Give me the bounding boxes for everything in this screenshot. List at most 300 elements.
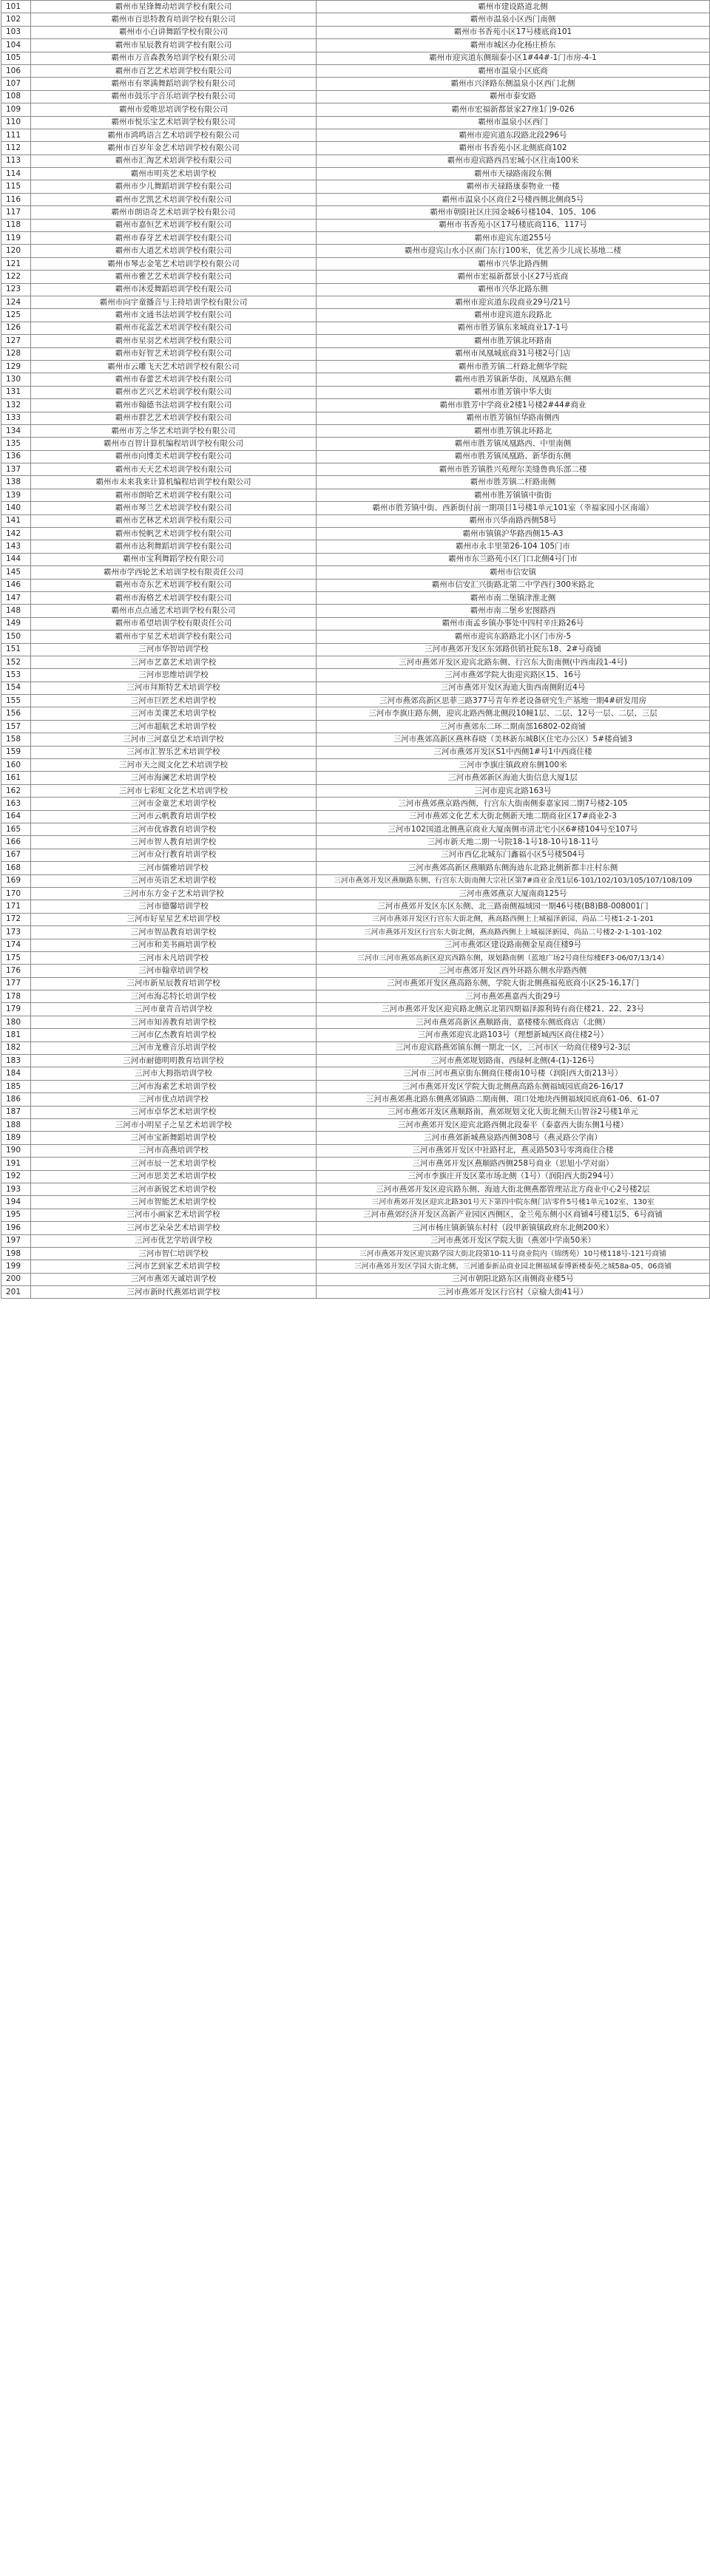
table-row: [1, 1, 710, 13]
school-name-cell: 三河市小画家艺术培训学校: [31, 1209, 317, 1221]
table-row: [1, 168, 710, 180]
table-row: [1, 90, 710, 103]
school-address-cell: 霸州市胜芳镇东来城商业17-1号: [317, 322, 710, 334]
table-row: [1, 669, 710, 682]
table-row: [1, 951, 710, 964]
row-number-cell: 176: [1, 965, 31, 977]
table-row: [1, 13, 710, 26]
table-row: [1, 810, 710, 823]
table-row: [1, 206, 710, 219]
school-address-cell: 霸州市迎宾东路路北小区门市房-5: [317, 631, 710, 643]
table-row: [1, 245, 710, 257]
school-address-cell: 三河市燕郊区建设路南侧金星商住楼9号: [317, 939, 710, 951]
school-address-cell: 霸州市迎宾道东段商业29号/21号: [317, 296, 710, 308]
table-row: [1, 1247, 710, 1260]
school-address-cell: 霸州市胜芳镇胜兴苑理尔美缝鲁典乐部二楼: [317, 463, 710, 476]
row-number-cell: 196: [1, 1222, 31, 1234]
row-number-cell: 175: [1, 951, 31, 964]
row-number-cell: 120: [1, 245, 31, 257]
row-number-cell: 170: [1, 887, 31, 900]
school-name-cell: 三河市高燕培训学校: [31, 1144, 317, 1157]
school-address-cell: 三河市燕郊开发区行宫东大街北侧，燕高路西侧上上城福泽新园、尚品二号楼1-2-1-201: [317, 913, 710, 925]
table-row: [1, 1234, 710, 1247]
school-name-cell: 霸州市文通书法培训学校有限公司: [31, 309, 317, 322]
table-row: [1, 232, 710, 245]
table-row: [1, 78, 710, 90]
row-number-cell: 183: [1, 1055, 31, 1067]
row-number-cell: 173: [1, 926, 31, 939]
school-name-cell: 三河市翰章培训学校: [31, 965, 317, 977]
table-row: [1, 798, 710, 810]
row-number-cell: 161: [1, 772, 31, 784]
school-address-cell: 三河市三河市燕郊高新区迎宾西路东侧，规划路南侧（蓝地广场2号商住综楼EF3-06/07/13/14）: [317, 951, 710, 964]
row-number-cell: 143: [1, 540, 31, 553]
row-number-cell: 160: [1, 759, 31, 772]
table-row: [1, 373, 710, 386]
school-name-cell: 三河市大拇指培训学校: [31, 1067, 317, 1080]
school-name-cell: 三河市知善教育培训学校: [31, 1016, 317, 1028]
school-name-cell: 霸州市云雕飞天艺术培训学校有限公司: [31, 360, 317, 373]
school-address-cell: 霸州市南孟乡镇办事处中四村辛庄路26号: [317, 617, 710, 630]
table-row: [1, 849, 710, 861]
table-row: [1, 489, 710, 501]
school-name-cell: 三河市新时代燕郊培训学校: [31, 1286, 317, 1299]
school-name-cell: 三河市七彩虹文化艺术培训学校: [31, 784, 317, 797]
table-row: [1, 977, 710, 990]
row-number-cell: 199: [1, 1260, 31, 1273]
school-address-cell: 三河市燕郊开发区燕高路东侧，学院大街北侧燕福苑底商小区25-16,17门: [317, 977, 710, 990]
table-row: [1, 347, 710, 360]
school-name-cell: 霸州市艺兴艺术培训学校有限公司: [31, 386, 317, 398]
school-name-cell: 霸州市奇东艺术培训学校有限公司: [31, 579, 317, 591]
school-name-cell: 霸州市琴志金笔艺术培训学校有限公司: [31, 257, 317, 270]
table-row: [1, 1041, 710, 1054]
school-name-cell: 三河市云帆教育培训学校: [31, 810, 317, 823]
table-row: [1, 283, 710, 296]
school-name-cell: 三河市智品教育培训学校: [31, 926, 317, 939]
row-number-cell: 177: [1, 977, 31, 990]
school-name-cell: 霸州市向宇童播音与主持培训学校有限公司: [31, 296, 317, 308]
row-number-cell: 198: [1, 1247, 31, 1260]
school-name-cell: 霸州市鼓乐宇音乐培训学校有限公司: [31, 90, 317, 103]
school-name-cell: 三河市海芯特长培训学校: [31, 990, 317, 1003]
table-row: [1, 939, 710, 951]
school-address-cell: 三河市燕郊开发区迎宾北路东侧、行宫东大街南侧(中西南段1-4号): [317, 656, 710, 668]
table-row: [1, 271, 710, 283]
table-row: [1, 720, 710, 733]
school-address-cell: 霸州市兴泽路东侧温泉小区西门北侧: [317, 78, 710, 90]
school-address-cell: 三河市燕郊燕北路东侧燕郊镇路二期南侧、项口处地块西侧福域园底商61-06、61-07: [317, 1093, 710, 1106]
table-row: [1, 887, 710, 900]
school-address-cell: 霸州市朝阳社区庄园金城6号楼104、105、106: [317, 206, 710, 219]
school-name-cell: 三河市海素艺术培训学校: [31, 1080, 317, 1092]
school-address-cell: 三河市燕郊开发区学院大街北侧燕高路东侧福域园底商26-16/17: [317, 1080, 710, 1092]
school-address-cell: 三河市燕郊文化艺术大街北侧新天地二期商业区17#商业2-3: [317, 810, 710, 823]
school-address-cell: 三河市燕郊高新区思菲三路377号青年养老设备研究生产基地一期4#研发用房: [317, 695, 710, 707]
table-row: [1, 154, 710, 167]
table-row: [1, 1093, 710, 1106]
training-schools-table: [1, 0, 710, 1299]
row-number-cell: 129: [1, 360, 31, 373]
table-row: [1, 1196, 710, 1209]
table-row: [1, 219, 710, 231]
school-address-cell: 三河市燕郊开发区西外环路东侧水岸路西侧: [317, 965, 710, 977]
school-address-cell: 三河市新天地二期一号院18-1号18-10号18-11号: [317, 836, 710, 849]
school-address-cell: 三河市燕郊经济开发区高新产业园区西侧区，金兰苑东侧小区商铺4号楼1层5、6号商铺: [317, 1209, 710, 1221]
table-row: [1, 360, 710, 373]
row-number-cell: 140: [1, 502, 31, 514]
school-name-cell: 三河市华智培训学校: [31, 643, 317, 656]
table-row: [1, 412, 710, 424]
row-number-cell: 159: [1, 746, 31, 758]
table-row: [1, 707, 710, 720]
school-name-cell: 霸州市艺凯艺术培训学校有限公司: [31, 193, 317, 205]
table-row: [1, 1209, 710, 1221]
school-name-cell: 霸州市百智计算机编程培训学校有限公司: [31, 438, 317, 450]
school-name-cell: 霸州市春芽艺术培训学校有限公司: [31, 232, 317, 245]
school-name-cell: 霸州市朗语奇艺术培训学校有限公司: [31, 206, 317, 219]
row-number-cell: 131: [1, 386, 31, 398]
table-row: [1, 746, 710, 758]
school-address-cell: 三河市燕郊开发区行宫东大街北侧，燕高路西侧上上城福泽新园、尚品二号楼2-2-1-101-102: [317, 926, 710, 939]
school-address-cell: 霸州市胜芳镇中街、西新街付前一期项目1号楼1单元101室（幸福家园小区南端）: [317, 502, 710, 514]
table-row: [1, 553, 710, 565]
school-name-cell: 三河市金童艺术培训学校: [31, 798, 317, 810]
table-body: [1, 1, 710, 1299]
school-address-cell: 三河市燕郊燕嘉西大街29号: [317, 990, 710, 1003]
row-number-cell: 154: [1, 682, 31, 694]
table-row: [1, 605, 710, 617]
table-row: [1, 193, 710, 205]
row-number-cell: 172: [1, 913, 31, 925]
row-number-cell: 163: [1, 798, 31, 810]
school-name-cell: 霸州市小白讲舞蹈学校有限公司: [31, 26, 317, 38]
school-name-cell: 霸州市嘉恒艺术培训学校有限公司: [31, 219, 317, 231]
row-number-cell: 169: [1, 874, 31, 887]
school-name-cell: 霸州市春蕾艺术培训学校有限公司: [31, 373, 317, 386]
row-number-cell: 185: [1, 1080, 31, 1092]
row-number-cell: 166: [1, 836, 31, 849]
table-row: [1, 322, 710, 334]
row-number-cell: 142: [1, 528, 31, 540]
school-name-cell: 霸州市点点通艺术培训学校有限公司: [31, 605, 317, 617]
school-name-cell: 霸州市少儿舞蹈培训学校有限公司: [31, 180, 317, 193]
row-number-cell: 200: [1, 1273, 31, 1285]
table-row: [1, 528, 710, 540]
table-row: [1, 1003, 710, 1016]
table-row: [1, 450, 710, 463]
row-number-cell: 108: [1, 90, 31, 103]
row-number-cell: 184: [1, 1067, 31, 1080]
school-name-cell: 三河市辰一艺术培训学校: [31, 1158, 317, 1170]
table-row: [1, 1222, 710, 1234]
school-name-cell: 三河市超航艺术培训学校: [31, 720, 317, 733]
row-number-cell: 145: [1, 566, 31, 579]
row-number-cell: 146: [1, 579, 31, 591]
school-address-cell: 霸州市南二堡乡宏图路西: [317, 605, 710, 617]
school-address-cell: 霸州市镇镇沪华路西侧15-A3: [317, 528, 710, 540]
row-number-cell: 115: [1, 180, 31, 193]
school-name-cell: 三河市卓华艺术培训学校: [31, 1106, 317, 1118]
row-number-cell: 174: [1, 939, 31, 951]
row-number-cell: 182: [1, 1041, 31, 1054]
school-address-cell: 霸州市胜芳镇北环路北: [317, 424, 710, 437]
school-name-cell: 霸州市百艺艺术培训学校有限公司: [31, 64, 317, 77]
school-address-cell: 霸州市迎宾道东侧瑞泰小区1#44#-1门市房-4-1: [317, 52, 710, 64]
school-address-cell: 三河市李旗庄路东侧，迎宾北路西侧北侧段10幢1层、二层、12号一层、二层、三层: [317, 707, 710, 720]
school-address-cell: 三河市燕郊开发区燕顺路西侧258号商业（思旭小学对面）: [317, 1158, 710, 1170]
school-address-cell: 霸州市城区办化杨庄桥东: [317, 39, 710, 52]
row-number-cell: 149: [1, 617, 31, 630]
row-number-cell: 107: [1, 78, 31, 90]
school-address-cell: 霸州市温泉小区商住2号楼西侧北侧商5号: [317, 193, 710, 205]
row-number-cell: 192: [1, 1170, 31, 1183]
school-name-cell: 霸州市百思特教育培训学校有限公司: [31, 13, 317, 26]
school-address-cell: 三河市燕郊燕京路西侧，行宫东大街南侧泰嘉家园二期7号楼2-105: [317, 798, 710, 810]
school-name-cell: 三河市三河嘉皇艺术培训学校: [31, 733, 317, 746]
school-address-cell: 三河市燕郊高新区燕顺路南，嘉楼楼东侧底商店（北侧）: [317, 1016, 710, 1028]
row-number-cell: 191: [1, 1158, 31, 1170]
table-row: [1, 617, 710, 630]
table-row: [1, 309, 710, 322]
school-name-cell: 三河市小明星子之星艺术培训学校: [31, 1118, 317, 1131]
school-name-cell: 三河市艺朵朵艺术培训学校: [31, 1222, 317, 1234]
row-number-cell: 180: [1, 1016, 31, 1028]
row-number-cell: 181: [1, 1029, 31, 1041]
school-address-cell: 三河市燕郊燕京大厦南商125号: [317, 887, 710, 900]
school-name-cell: 三河市优艺学培训学校: [31, 1234, 317, 1247]
row-number-cell: 132: [1, 399, 31, 412]
table-row: [1, 591, 710, 604]
school-address-cell: 三河市燕郊开发区行宫村（京榆大街41号）: [317, 1286, 710, 1299]
school-name-cell: 三河市美课艺术培训学校: [31, 707, 317, 720]
row-number-cell: 157: [1, 720, 31, 733]
table-row: [1, 386, 710, 398]
school-address-cell: 三河市燕郊开发区迎宾北路西侧北段泰平（泰嘉西大街东侧1号楼）: [317, 1118, 710, 1131]
school-name-cell: 三河市智仁培训学校: [31, 1247, 317, 1260]
school-address-cell: 霸州市胜芳镇中华大街: [317, 386, 710, 398]
school-address-cell: 三河市燕郊高新区燕林春晓（美林新东城B区住宅办公区）5#楼商铺3: [317, 733, 710, 746]
table-row: [1, 823, 710, 836]
school-name-cell: 三河市儒雅培训学校: [31, 862, 317, 874]
table-row: [1, 502, 710, 514]
row-number-cell: 119: [1, 232, 31, 245]
row-number-cell: 187: [1, 1106, 31, 1118]
school-address-cell: 三河市李旗庄开发区菜市场北侧（1号）（润阳西大街294号）: [317, 1170, 710, 1183]
school-address-cell: 三河市燕郊开发区学园大街北侧、三河通泰新品商业园北侧福域泰博新楼泰苑之城58a-05、06商铺: [317, 1260, 710, 1273]
school-name-cell: 三河市童青音培训学校: [31, 1003, 317, 1016]
school-address-cell: 霸州市胜芳镇凤凰路西、中里南侧: [317, 438, 710, 450]
table-row: [1, 463, 710, 476]
school-address-cell: 霸州市胜芳镇凤凰路、新华街东侧: [317, 450, 710, 463]
school-name-cell: 三河市汇智乐艺术培训学校: [31, 746, 317, 758]
table-row: [1, 631, 710, 643]
row-number-cell: 158: [1, 733, 31, 746]
row-number-cell: 189: [1, 1132, 31, 1144]
school-address-cell: 三河市燕郊迎宾北路103号（理想新城西区商住楼2号）: [317, 1029, 710, 1041]
school-name-cell: 霸州市芳之华艺术培训学校有限公司: [31, 424, 317, 437]
school-name-cell: 三河市好星星艺术培训学校: [31, 913, 317, 925]
row-number-cell: 136: [1, 450, 31, 463]
school-name-cell: 霸州市雅艺艺术培训学校有限公司: [31, 271, 317, 283]
row-number-cell: 106: [1, 64, 31, 77]
school-address-cell: 三河市燕郊开发区迎宾北路301号天下第四中院东侧门店零件5号楼1单元102室、130室: [317, 1196, 710, 1209]
school-name-cell: 霸州市鸿鸣语言艺术培训学校有限公司: [31, 129, 317, 141]
row-number-cell: 171: [1, 900, 31, 913]
school-name-cell: 三河市艺到家艺术培训学校: [31, 1260, 317, 1273]
row-number-cell: 127: [1, 335, 31, 347]
table-row: [1, 1118, 710, 1131]
school-address-cell: 霸州市兴华北路东侧: [317, 283, 710, 296]
school-name-cell: 三河市燕郊天诚培训学校: [31, 1273, 317, 1285]
table-row: [1, 142, 710, 154]
school-address-cell: 霸州市胜芳镇二杆路南侧: [317, 476, 710, 489]
school-name-cell: 三河市宝新舞蹈培训学校: [31, 1132, 317, 1144]
school-name-cell: 三河市众行教育培训学校: [31, 849, 317, 861]
school-name-cell: 霸州市宝利舞蹈学校有限公司: [31, 553, 317, 565]
school-name-cell: 三河市新锐艺术培训学校: [31, 1183, 317, 1195]
table-row: [1, 990, 710, 1003]
school-address-cell: 三河市燕郊开发区迎宾路北侧京北第四期福泽源利铸有商住楼21、22、23号: [317, 1003, 710, 1016]
school-name-cell: 三河市东方金子艺术培训学校: [31, 887, 317, 900]
school-address-cell: 霸州市迎宾山水小区南门东行100米，优艺善少儿成长基地二楼: [317, 245, 710, 257]
school-address-cell: 霸州市南二堡镇津淮北侧: [317, 591, 710, 604]
table-row: [1, 566, 710, 579]
school-address-cell: 霸州市永丰里第26-104 105门市: [317, 540, 710, 553]
school-name-cell: 三河市拜斯特艺术培训学校: [31, 682, 317, 694]
school-address-cell: 霸州市书香苑小区17号楼底商116、117号: [317, 219, 710, 231]
row-number-cell: 168: [1, 862, 31, 874]
school-address-cell: 霸州市兴华北路西侧: [317, 257, 710, 270]
table-row: [1, 1286, 710, 1299]
row-number-cell: 141: [1, 514, 31, 527]
school-address-cell: 三河市燕郊开发区海迪大街西南侧附近4号: [317, 682, 710, 694]
row-number-cell: 137: [1, 463, 31, 476]
school-name-cell: 三河市思维培训学校: [31, 669, 317, 682]
school-name-cell: 三河市和美书画培训学校: [31, 939, 317, 951]
row-number-cell: 103: [1, 26, 31, 38]
school-name-cell: 三河市海澜艺术培训学校: [31, 772, 317, 784]
school-name-cell: 三河市亿杰教育培训学校: [31, 1029, 317, 1041]
table-row: [1, 900, 710, 913]
table-row: [1, 257, 710, 270]
school-address-cell: 三河市西亿北城东门鑫福小区5号楼504号: [317, 849, 710, 861]
row-number-cell: 151: [1, 643, 31, 656]
school-name-cell: 霸州市未来我来计算机编程培训学校有限公司: [31, 476, 317, 489]
school-address-cell: 霸州市天禄路康泰物业一楼: [317, 180, 710, 193]
table-row: [1, 39, 710, 52]
school-name-cell: 霸州市明英艺术培训学校: [31, 168, 317, 180]
school-address-cell: 三河市朝阳北路东区南侧商业楼5号: [317, 1273, 710, 1285]
row-number-cell: 118: [1, 219, 31, 231]
table-row: [1, 926, 710, 939]
school-name-cell: 霸州市汇淘艺术培训学校有限公司: [31, 154, 317, 167]
row-number-cell: 135: [1, 438, 31, 450]
school-address-cell: 三河市燕郊高新区燕顺路东侧海迪东北路北侧新都丰庄村东侧: [317, 862, 710, 874]
school-address-cell: 三河市燕郊开发区S1中西侧1#号1中西商住楼: [317, 746, 710, 758]
table-row: [1, 965, 710, 977]
school-address-cell: 霸州市泰安路: [317, 90, 710, 103]
row-number-cell: 121: [1, 257, 31, 270]
row-number-cell: 123: [1, 283, 31, 296]
school-address-cell: 霸州市温泉小区西门南侧: [317, 13, 710, 26]
row-number-cell: 116: [1, 193, 31, 205]
school-name-cell: 霸州市好智艺术培训学校有限公司: [31, 347, 317, 360]
row-number-cell: 148: [1, 605, 31, 617]
school-address-cell: 三河市燕郊开发区东区东侧、北三路南侧福域园一期46号楼(B8)B8-008001门: [317, 900, 710, 913]
school-name-cell: 霸州市百岁年金艺术培训学校有限公司: [31, 142, 317, 154]
school-name-cell: 霸州市艺林艺术培训学校有限公司: [31, 514, 317, 527]
table-row: [1, 103, 710, 116]
row-number-cell: 102: [1, 13, 31, 26]
table-row: [1, 695, 710, 707]
school-name-cell: 霸州市爱唯思培训学校有限公司: [31, 103, 317, 116]
row-number-cell: 162: [1, 784, 31, 797]
table-row: [1, 759, 710, 772]
row-number-cell: 111: [1, 129, 31, 141]
row-number-cell: 195: [1, 1209, 31, 1221]
school-name-cell: 三河市思美艺术培训学校: [31, 1170, 317, 1183]
school-name-cell: 三河市艺嘉艺术培训学校: [31, 656, 317, 668]
school-address-cell: 三河市燕郊开发区中社路村北，燕灵路503号零湾商住合楼: [317, 1144, 710, 1157]
row-number-cell: 126: [1, 322, 31, 334]
table-row: [1, 862, 710, 874]
table-row: [1, 438, 710, 450]
table-row: [1, 1080, 710, 1092]
school-name-cell: 霸州市向博美术培训学校有限公司: [31, 450, 317, 463]
row-number-cell: 150: [1, 631, 31, 643]
school-address-cell: 三河市迎宾路燕郊镇东侧一期北一区，三河市区一幼商住楼9号2-3层: [317, 1041, 710, 1054]
row-number-cell: 153: [1, 669, 31, 682]
school-address-cell: 霸州市宏福新都景家27座1门9-026: [317, 103, 710, 116]
school-address-cell: 霸州市迎宾路西昌宏城小区往南100米: [317, 154, 710, 167]
school-address-cell: 霸州市信安汇兴街路北第二中学西行300米路北: [317, 579, 710, 591]
row-number-cell: 197: [1, 1234, 31, 1247]
school-name-cell: 三河市英语艺术培训学校: [31, 874, 317, 887]
row-number-cell: 167: [1, 849, 31, 861]
table-row: [1, 540, 710, 553]
school-address-cell: 三河市燕郊开发区东郊路供销社院东18、2#号商铺: [317, 643, 710, 656]
school-name-cell: 霸州市希望培训学校有限责任公司: [31, 617, 317, 630]
school-address-cell: 霸州市温泉小区西门: [317, 116, 710, 129]
row-number-cell: 113: [1, 154, 31, 167]
school-name-cell: 霸州市琴兰艺术培训学校有限公司: [31, 502, 317, 514]
school-name-cell: 霸州市翰德书法培训学校有限公司: [31, 399, 317, 412]
table-row: [1, 772, 710, 784]
row-number-cell: 201: [1, 1286, 31, 1299]
row-number-cell: 152: [1, 656, 31, 668]
school-name-cell: 霸州市星羽艺术培训学校有限公司: [31, 335, 317, 347]
table-row: [1, 1183, 710, 1195]
school-address-cell: 三河市燕郊开发区学院大街（燕郊中学南50米）: [317, 1234, 710, 1247]
school-address-cell: 霸州市胜芳镇恒华路南侧西: [317, 412, 710, 424]
school-name-cell: 霸州市宇星艺术培训学校有限公司: [31, 631, 317, 643]
school-name-cell: 三河市天之阅文化艺术培训学校: [31, 759, 317, 772]
school-address-cell: 三河市三河市燕京街东侧商住楼南10号楼（润阳西大街213号）: [317, 1067, 710, 1080]
table-row: [1, 514, 710, 527]
table-row: [1, 1158, 710, 1170]
school-name-cell: 霸州市大道艺术培训学校有限公司: [31, 245, 317, 257]
table-row: [1, 64, 710, 77]
school-address-cell: 霸州市胜芳镇新华街、凤凰路东侧: [317, 373, 710, 386]
school-address-cell: 霸州市东兰路苑小区门口北侧4号门市: [317, 553, 710, 565]
table-row: [1, 1144, 710, 1157]
table-row: [1, 784, 710, 797]
school-name-cell: 三河市未凡培训学校: [31, 951, 317, 964]
table-row: [1, 52, 710, 64]
row-number-cell: 156: [1, 707, 31, 720]
school-name-cell: 霸州市群艺艺术培训学校有限公司: [31, 412, 317, 424]
